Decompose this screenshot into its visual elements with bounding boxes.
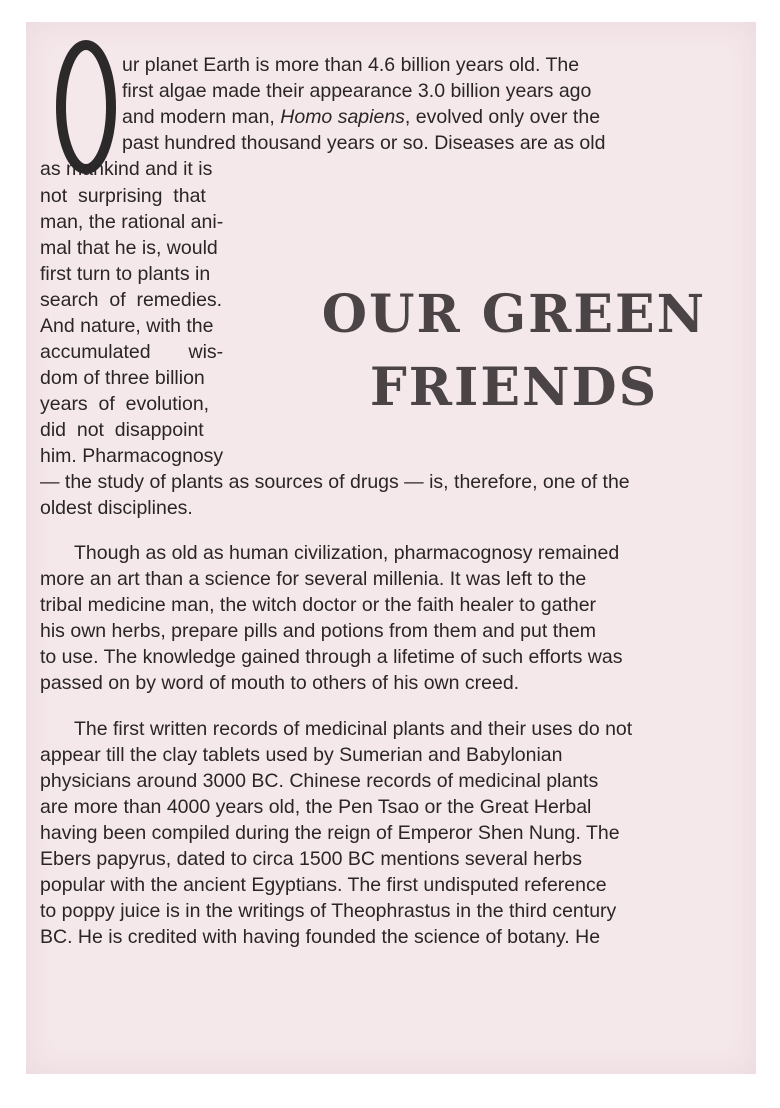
text-line: search of remedies. [40, 289, 223, 311]
text-run: , evolved only over the [404, 106, 601, 128]
text-line: oldest disciplines. [40, 497, 193, 519]
text-line: popular with the ancient Egyptians. The first undisputed reference [40, 874, 607, 896]
text-run: and modern man, [122, 106, 281, 128]
text-line: having been compiled during the reign of Emperor Shen Nung. The [40, 822, 620, 844]
text-line: not surprising that [40, 185, 206, 207]
text-line: are more than 4000 years old, the Pen Tsao or the Great Herbal [40, 796, 592, 818]
text-line: to poppy juice is in the writings of Theophrastus in the third century [40, 900, 617, 922]
drop-cap-text: O [85, 113, 87, 115]
text-line: did not disappoint [40, 419, 204, 441]
text-line: to use. The knowledge gained through a lifetime of such efforts was [40, 646, 623, 668]
text-line: his own herbs, prepare pills and potions from them and put them [40, 620, 597, 642]
text-line: BC. He is credited with having founded the science of botany. He [40, 926, 601, 948]
text-line: first algae made their appearance 3.0 billion years ago [122, 80, 592, 102]
text-line: — the study of plants as sources of drugs — is, therefore, one of the [40, 471, 630, 493]
text-line: Ebers papyrus, dated to circa 1500 BC mentions several herbs [40, 848, 582, 870]
text-line: appear till the clay tablets used by Sumerian and Babylonian [40, 744, 563, 766]
text-line: accumulated wis- [40, 341, 224, 363]
text-line: years of evolution, [40, 393, 210, 415]
text-line [122, 104, 600, 130]
text-line: passed on by word of mouth to others of his own creed. [40, 672, 520, 694]
text-line: more an art than a science for several millenia. It was left to the [40, 568, 587, 590]
italic-species-name: Homo sapiens [280, 106, 405, 128]
text-line: mal that he is, would [40, 237, 218, 259]
heading-line-2: FRIENDS [369, 357, 659, 418]
text-line: dom of three billion [40, 367, 205, 389]
text-line: physicians around 3000 BC. Chinese records of medicinal plants [40, 770, 599, 792]
heading-line-1: OUR GREEN [321, 284, 707, 345]
text-line: The first written records of medicinal plants and their uses do not [74, 718, 633, 740]
text-line: tribal medicine man, the witch doctor or the faith healer to gather [40, 594, 597, 616]
text-line: him. Pharmacognosy [40, 445, 224, 467]
text-line: first turn to plants in [40, 263, 211, 285]
text-line: And nature, with the [40, 315, 214, 337]
article-heading-2 [304, 357, 724, 418]
text-line: Though as old as human civilization, pharmacognosy remained [74, 542, 620, 564]
article-heading [304, 284, 724, 345]
text-line: ur planet Earth is more than 4.6 billion years old. The [122, 54, 580, 76]
text-line: as mankind and it is [40, 158, 213, 180]
book-page [26, 22, 756, 1074]
text-line: past hundred thousand years or so. Diseases are as old [122, 132, 606, 154]
text-line: man, the rational ani- [40, 211, 224, 233]
